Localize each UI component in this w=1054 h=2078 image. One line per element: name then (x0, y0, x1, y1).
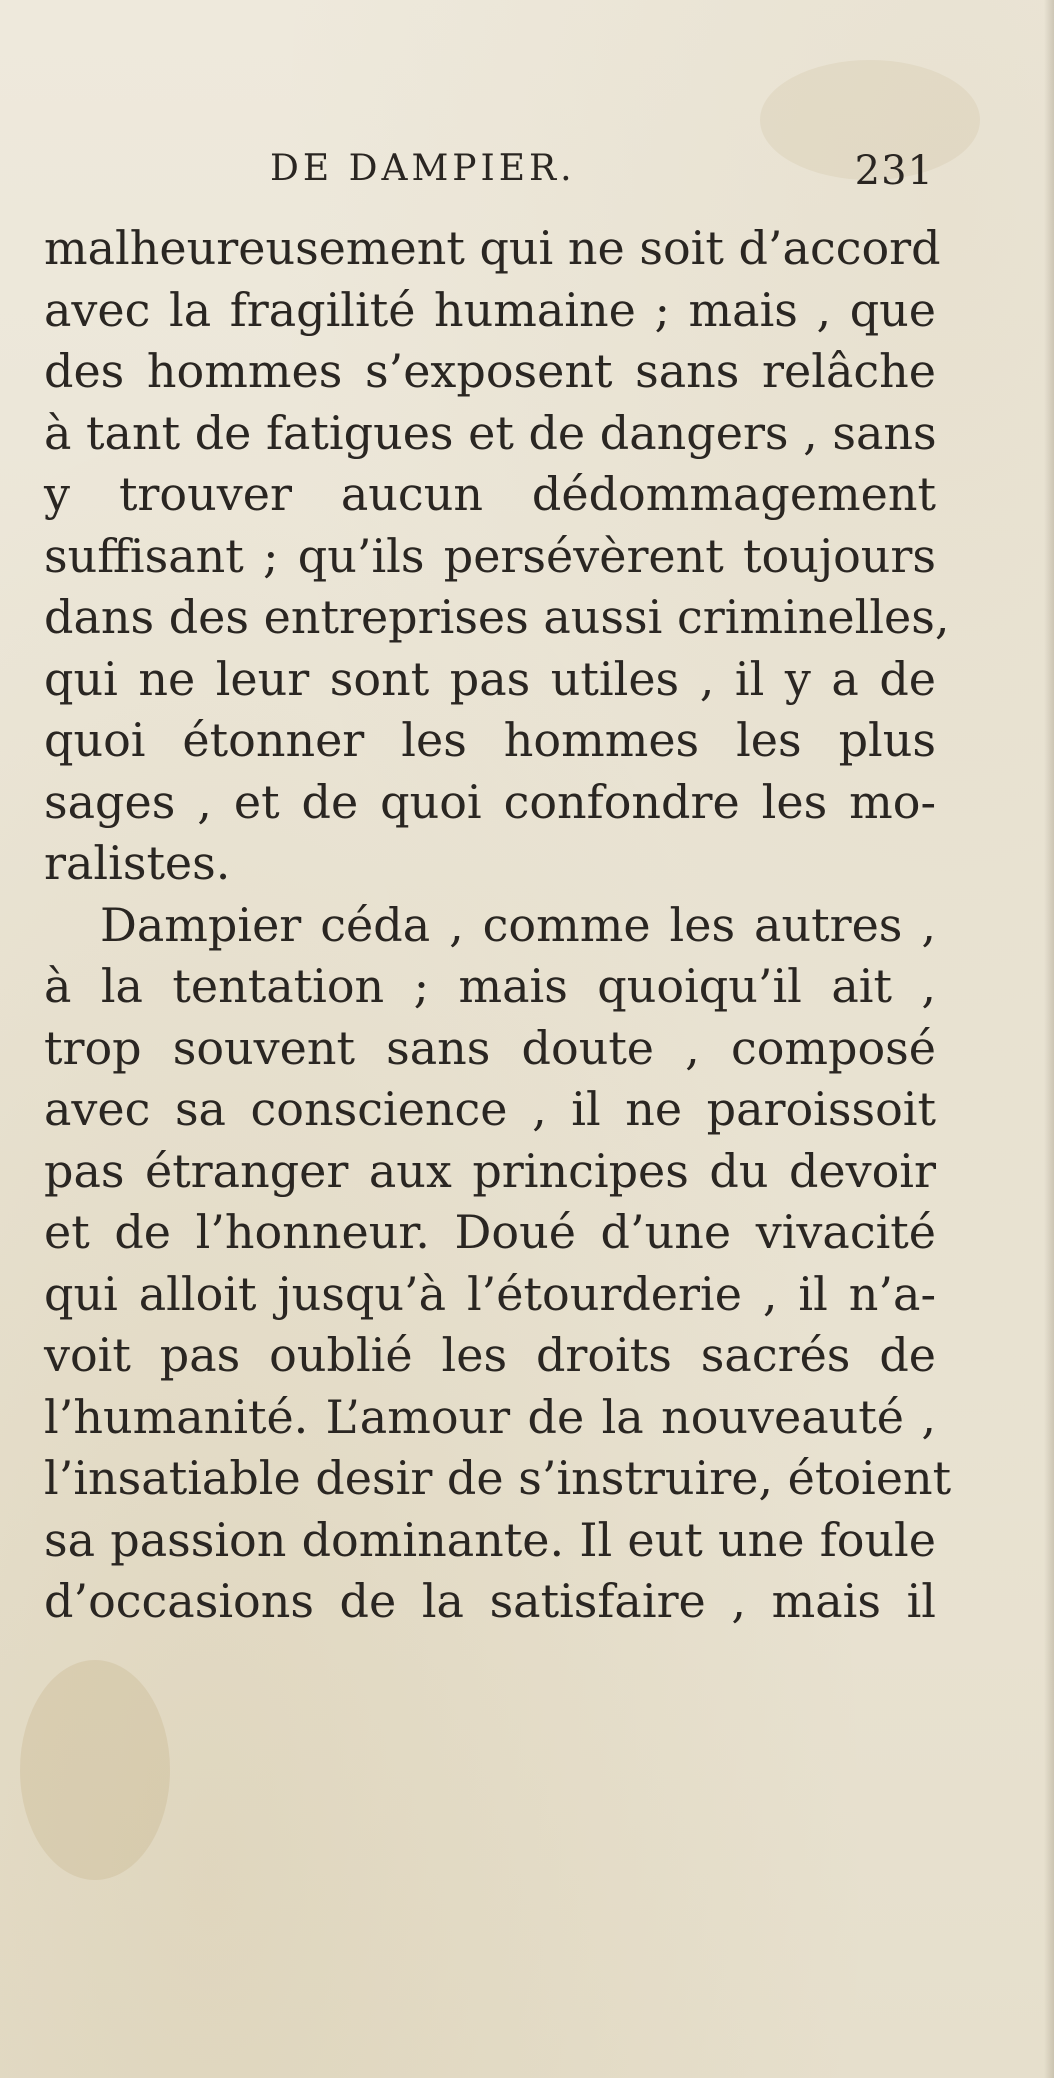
text-line: sages , et de quoi confondre les mo- (44, 774, 936, 829)
paragraph-end-line: ralistes. (44, 836, 231, 890)
body-text (44, 218, 952, 1633)
text-line: dans des entreprises aussi criminelles, (44, 590, 950, 644)
text-line: à la tentation ; mais quoiqu’il ait , (44, 959, 936, 1013)
running-head: DE DAMPIER. (270, 148, 576, 189)
text-line: pas étranger aux principes du devoir (44, 1143, 936, 1198)
page-edge-shadow (1044, 0, 1054, 2078)
text-line: et de l’honneur. Doué d’une vivacité (44, 1205, 936, 1259)
text-line: à tant de fatigues et de dangers , sans (44, 405, 937, 460)
text-line: quoi étonner les hommes les plus (44, 713, 936, 767)
text-line: des hommes s’exposent sans relâche (44, 344, 936, 398)
text-line: suffisant ; qu’ils persévèrent toujours (44, 528, 936, 583)
text-line: qui alloit jusqu’à l’étourderie , il n’a- (44, 1266, 936, 1321)
text-line: malheureusement qui ne soit d’accord (44, 221, 941, 275)
text-line: l’insatiable desir de s’instruire, étoient (44, 1451, 952, 1505)
text-line: qui ne leur sont pas utiles , il y a de (44, 651, 936, 706)
text-line: y trouver aucun dédommagement (44, 467, 936, 521)
text-line: avec sa conscience , il ne paroissoit (44, 1082, 936, 1136)
paragraph-start-line: Dampier céda , comme les autres , (100, 897, 936, 952)
text-line: l’humanité. L’amour de la nouveauté , (44, 1389, 936, 1444)
text-line: trop souvent sans doute , composé (44, 1020, 936, 1075)
text-line: avec la fragilité humaine ; mais , que (44, 282, 936, 337)
text-line: d’occasions de la satisfaire , mais il (44, 1574, 936, 1628)
text-line: voit pas oublié les droits sacrés de (44, 1328, 936, 1382)
page-number: 231 (854, 148, 934, 194)
page-header (270, 140, 940, 200)
text-line: sa passion dominante. Il eut une foule (44, 1512, 936, 1567)
paper-stain (20, 1660, 170, 1880)
